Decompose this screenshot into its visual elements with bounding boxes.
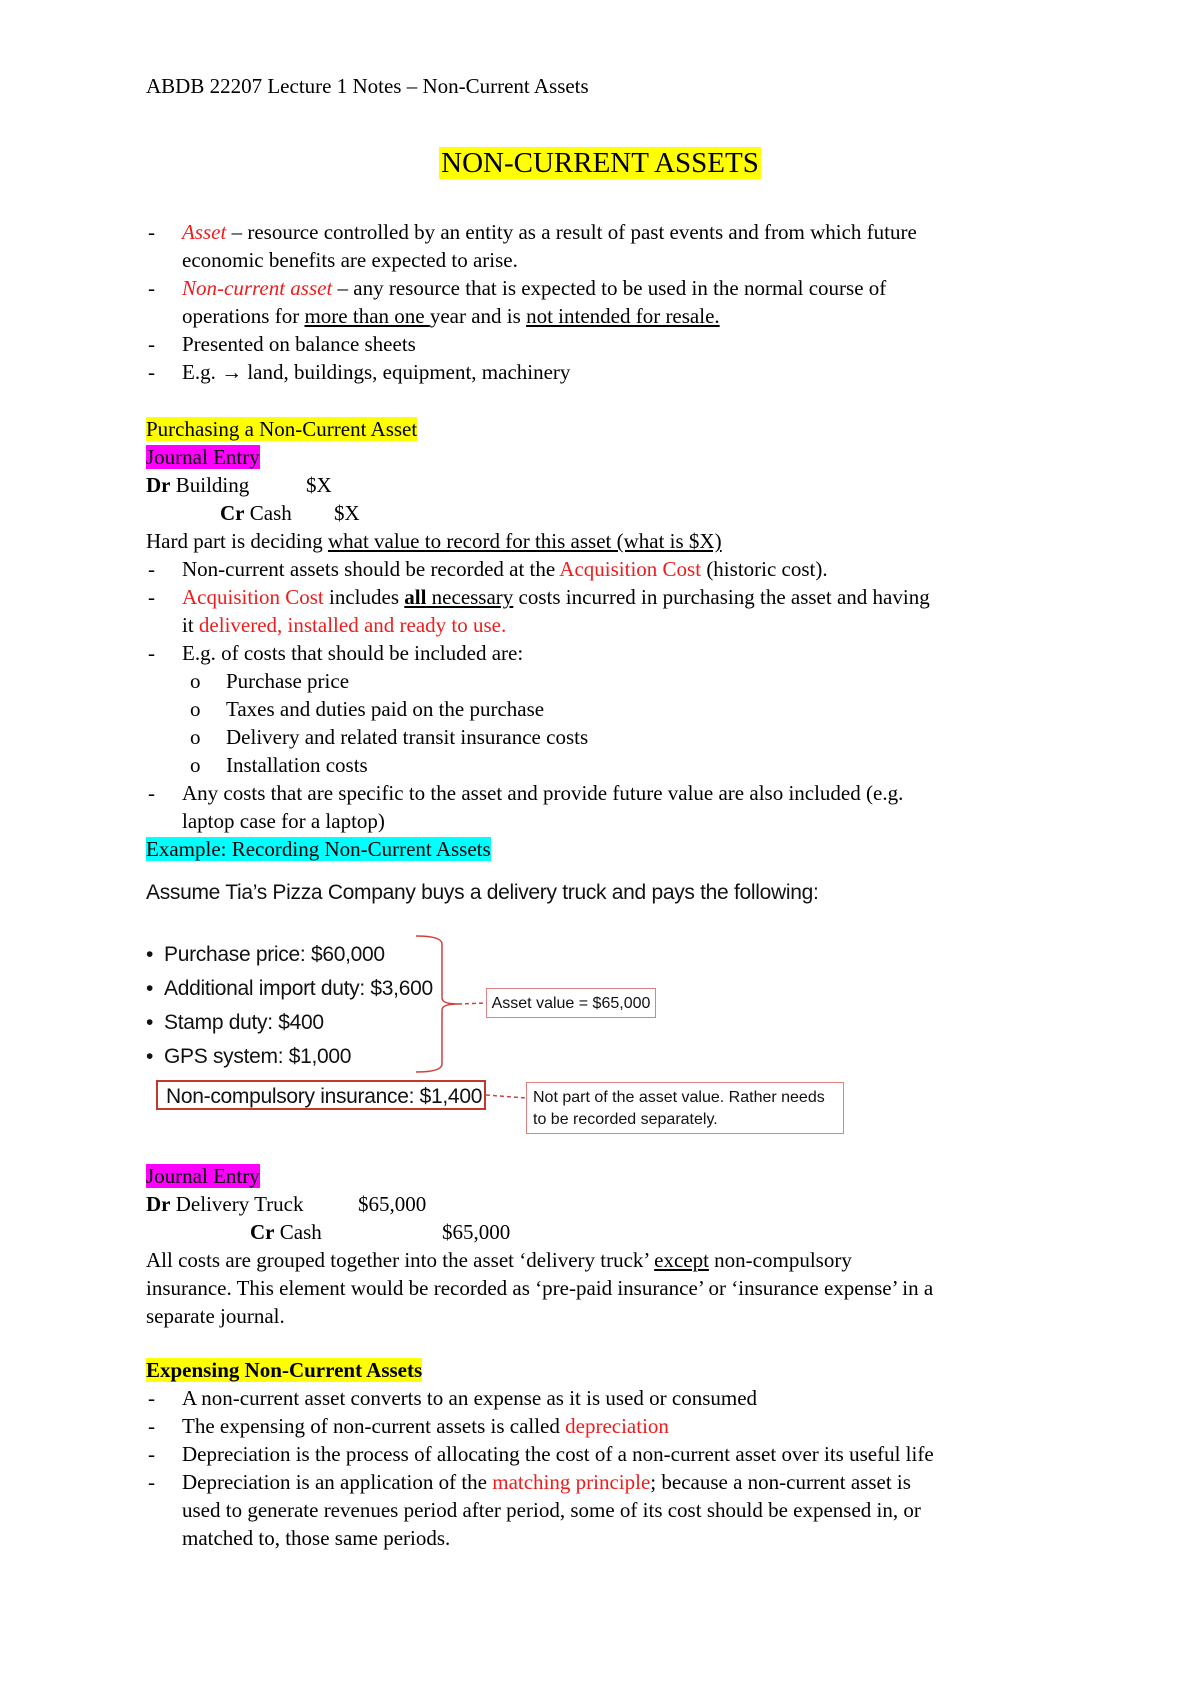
b2-text-3: it — [182, 613, 199, 637]
dr-amount-2: $65,000 — [358, 1192, 427, 1216]
eg-text: E.g. — [182, 360, 222, 384]
asset-value-note: Asset value = $65,000 — [486, 988, 656, 1018]
asset-definition: – resource controlled by an entity as a result of past events and from which future — [226, 220, 917, 244]
list-item-non-current-asset — [146, 274, 1076, 330]
list-item-costs-included: - E.g. of costs that should be included are: — [146, 639, 1076, 667]
acquisition-cost-term: Acquisition Cost — [559, 557, 702, 581]
hard-part-line — [146, 527, 1076, 555]
b4-text-4: matched to, those same periods. — [182, 1526, 451, 1550]
b1-text: Non-current assets should be recorded at the — [182, 557, 560, 581]
page-title — [0, 145, 1200, 181]
insurance-pointer — [486, 1095, 526, 1098]
circle-bullet-icon: o — [190, 753, 201, 777]
debit-line — [146, 471, 1076, 499]
b4-text: Depreciation is an application of the — [182, 1470, 493, 1494]
dr-account-2: Delivery Truck — [170, 1192, 304, 1216]
cr-label-2: Cr — [250, 1220, 275, 1244]
bullet-icon: • — [146, 977, 154, 1000]
example-item-text: GPS system: $1,000 — [164, 1045, 352, 1068]
dr-account: Building — [170, 473, 250, 497]
nca-underline-1: more than one — [304, 304, 430, 328]
journal-entry-heading-2: Journal Entry — [146, 1164, 260, 1188]
sub-item-installation — [146, 751, 1076, 779]
cr-label: Cr — [220, 501, 245, 525]
dr-amount: $X — [306, 473, 332, 497]
example-item-insurance-boxed: Non-compulsory insurance: $1,400 — [156, 1080, 486, 1110]
grouping-paragraph-1 — [146, 1246, 1076, 1274]
b4-text-2: laptop case for a laptop) — [182, 809, 385, 833]
list-item-allocation: - Depreciation is the process of allocating the cost of a non-current asset over its useful life — [146, 1440, 1076, 1468]
brace-path — [416, 936, 458, 1072]
para-text-2: non-compulsory — [708, 1248, 852, 1272]
intro-section — [146, 218, 1076, 386]
cr-amount-2: $65,000 — [442, 1220, 511, 1244]
term-asset: Asset — [182, 220, 227, 244]
sub-item-text: Taxes and duties paid on the purchase — [226, 697, 545, 721]
except-underline: except — [654, 1248, 709, 1272]
list-item-asset — [146, 218, 1076, 274]
matching-principle-term: matching principle — [492, 1470, 651, 1494]
asset-definition-cont: economic benefits are expected to arise. — [182, 248, 518, 272]
b4-text: - Any costs that are specific to the asset and provide future value are also included (e.g. — [182, 781, 904, 805]
b2-text: includes — [323, 585, 405, 609]
example-figure — [146, 880, 866, 1140]
nca-definition: – any resource that is expected to be used in the normal course of — [332, 276, 887, 300]
example-item-text: Additional import duty: $3,600 — [164, 977, 433, 1000]
hard-text: Hard part is deciding — [146, 529, 328, 553]
hard-underline: what value to record for this asset (what is $X) — [327, 529, 722, 553]
expensing-section — [146, 1356, 1076, 1552]
delivered-installed-ready: delivered, installed and ready to use. — [198, 613, 507, 637]
sub-item-delivery — [146, 723, 1076, 751]
bullet-icon: • — [146, 1045, 154, 1068]
b4-text-2: ; because a non-current asset is — [650, 1470, 911, 1494]
cr-account-2: Cash — [274, 1220, 322, 1244]
list-item-converts: - A non-current asset converts to an expense as it is used or consumed — [146, 1384, 1076, 1412]
sub-item-text: Delivery and related transit insurance costs — [226, 725, 589, 749]
acquisition-cost-term-2: Acquisition Cost — [182, 585, 324, 609]
nca-text: operations for — [182, 304, 305, 328]
nca-text-2: year and is — [429, 304, 527, 328]
journal-entry-heading: Journal Entry — [146, 445, 260, 469]
list-item-recorded-at — [146, 555, 1076, 583]
title-text: NON-CURRENT ASSETS — [441, 147, 759, 179]
dr-label: Dr — [146, 473, 171, 497]
arrow-right-icon: → — [221, 360, 243, 384]
example-intro: Assume Tia’s Pizza Company buys a delivery truck and pays the following: — [146, 881, 819, 904]
excluded-note: Not part of the asset value. Rather needs to be recorded separately. — [526, 1082, 844, 1134]
list-item-example — [146, 358, 1076, 386]
all-emphasis: all — [404, 585, 427, 609]
cr-amount: $X — [334, 501, 360, 525]
list-item-matching — [146, 1468, 1076, 1552]
list-item-presented: - Presented on balance sheets — [146, 330, 1076, 358]
b1-text-2: (historic cost). — [701, 557, 828, 581]
sub-item-taxes — [146, 695, 1076, 723]
nca-underline-2: not intended for resale. — [526, 304, 720, 328]
b4-text-3: used to generate revenues period after period, some of its cost should be expensed in, or — [182, 1498, 921, 1522]
grouping-paragraph-3: separate journal. — [146, 1304, 285, 1328]
grouping-paragraph-2: insurance. This element would be recorded as ‘pre-paid insurance’ or ‘insurance expense’ in a — [146, 1276, 934, 1300]
page-header: ABDB 22207 Lecture 1 Notes – Non-Current Assets — [146, 74, 589, 98]
necessary-underline: necessary — [426, 585, 514, 609]
list-item-depreciation — [146, 1412, 1076, 1440]
sub-item-purchase-price — [146, 667, 1076, 695]
b2-text-2: costs incurred in purchasing the asset and having — [513, 585, 930, 609]
brace-pointer — [458, 1003, 486, 1004]
bullet-icon: • — [146, 943, 154, 966]
sub-item-text: Purchase price — [226, 669, 350, 693]
para-text: All costs are grouped together into the asset ‘delivery truck’ — [146, 1248, 655, 1272]
circle-bullet-icon: o — [190, 725, 201, 749]
circle-bullet-icon: o — [190, 669, 201, 693]
credit-line — [146, 499, 1076, 527]
depreciation-term: depreciation — [565, 1414, 669, 1438]
cr-account: Cash — [244, 501, 292, 525]
term-non-current-asset: Non-current asset — [182, 276, 333, 300]
b2-text: The expensing of non-current assets is called — [182, 1414, 566, 1438]
eg-list: land, buildings, equipment, machinery — [242, 360, 571, 384]
section-heading-purchasing: Purchasing a Non-Current Asset — [146, 417, 418, 441]
section-heading-expensing: Expensing Non-Current Assets — [146, 1358, 423, 1382]
list-item-specific-costs — [146, 779, 1076, 835]
example-heading: Example: Recording Non-Current Assets — [146, 837, 491, 861]
circle-bullet-icon: o — [190, 697, 201, 721]
debit-line-2 — [146, 1190, 1076, 1218]
credit-line-2 — [146, 1218, 1076, 1246]
dr-label-2: Dr — [146, 1192, 171, 1216]
journal-entry-section — [146, 1162, 1076, 1330]
example-item-text: Stamp duty: $400 — [164, 1011, 324, 1034]
bullet-icon: • — [146, 1011, 154, 1034]
purchasing-section — [146, 415, 1076, 863]
example-item-text: Purchase price: $60,000 — [164, 943, 385, 966]
sub-item-text: Installation costs — [226, 753, 368, 777]
list-item-acquisition-cost — [146, 583, 1076, 639]
